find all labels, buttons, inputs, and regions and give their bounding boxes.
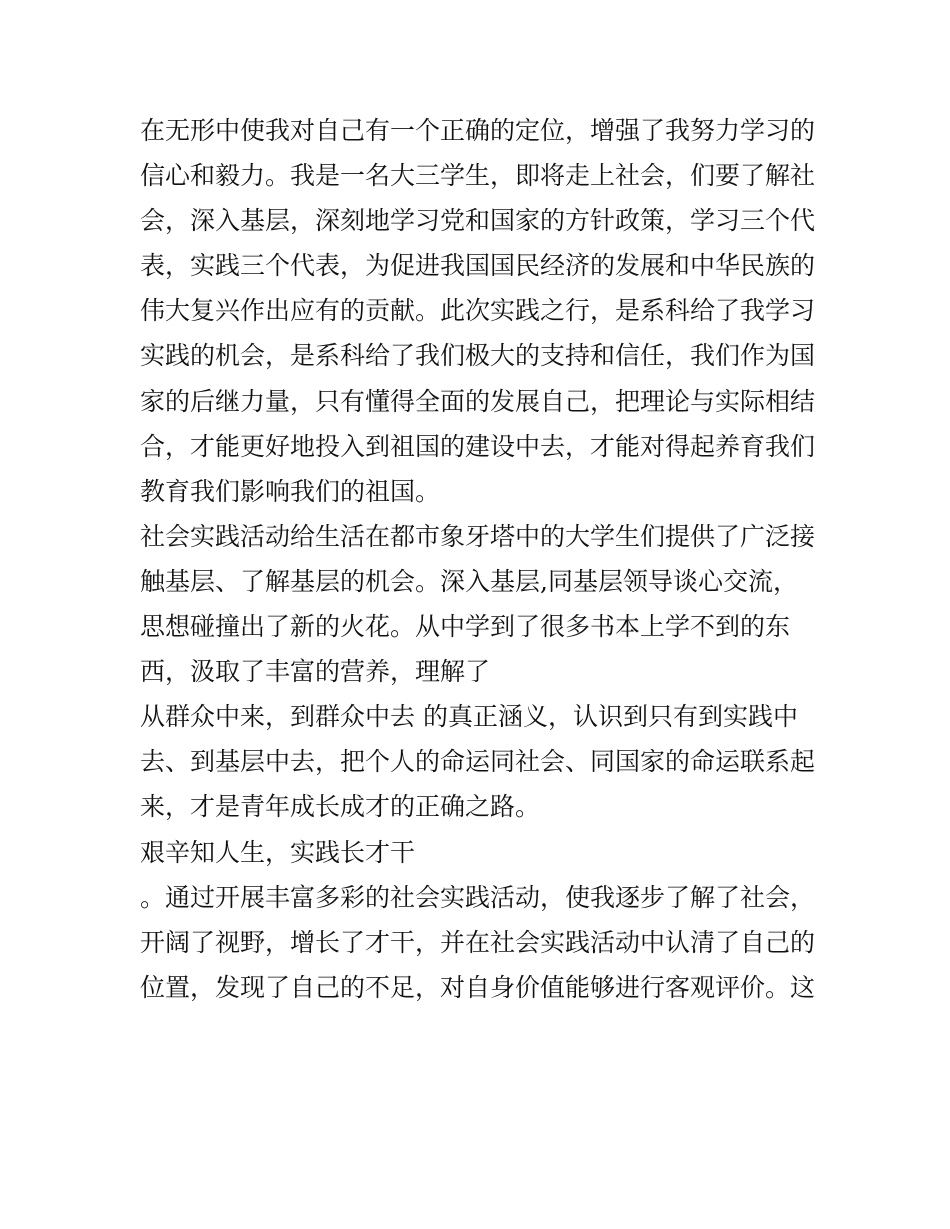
text-line: 西，汲取了丰富的营养，理解了: [140, 657, 491, 687]
text-line: 位置，发现了自己的不足，对自身价值能够进行客观评价。这: [140, 972, 816, 1002]
text-line: 社会实践活动给生活在都市象牙塔中的大学生们提供了广泛接: [140, 521, 816, 551]
text-line: 实践的机会，是系科给了我们极大的支持和信任，我们作为国: [140, 341, 816, 371]
body-text: [140, 108, 830, 1010]
text-line: 信心和毅力。我是一名大三学生，即将走上社会，们要了解社: [140, 161, 816, 191]
section-heading: 艰辛知人生，实践长才干: [140, 837, 416, 867]
text-line: 伟大复兴作出应有的贡献。此次实践之行，是系科给了我学习: [140, 296, 816, 326]
text-line: 。通过开展丰富多彩的社会实践活动，使我逐步了解了社会，: [140, 882, 816, 912]
text-line: 开阔了视野，增长了才干，并在社会实践活动中认清了自己的: [140, 927, 816, 957]
text-line: 家的后继力量，只有懂得全面的发展自己，把理论与实际相结: [140, 386, 816, 416]
text-line: 思想碰撞出了新的火花。从中学到了很多书本上学不到的东: [140, 612, 791, 642]
text-line: 去、到基层中去，把个人的命运同社会、同国家的命运联系起: [140, 747, 816, 777]
text-line: 表，实践三个代表，为促进我国国民经济的发展和中华民族的: [140, 251, 816, 281]
text-line: 会，深入基层，深刻地学习党和国家的方针政策，学习三个代: [140, 206, 816, 236]
text-line: 来，才是青年成长成才的正确之路。: [140, 792, 541, 822]
text-line: 在无形中使我对自己有一个正确的定位，增强了我努力学习的: [140, 116, 816, 145]
text-line: 合，才能更好地投入到祖国的建设中去，才能对得起养育我们: [140, 431, 816, 461]
text-line: 从群众中来，到群众中去 的真正涵义，认识到只有到实践中: [140, 702, 798, 732]
text-line: 触基层、了解基层的机会。深入基层,同基层领导谈心交流，: [140, 566, 798, 596]
text-line: 教育我们影响我们的祖国。: [140, 476, 441, 506]
